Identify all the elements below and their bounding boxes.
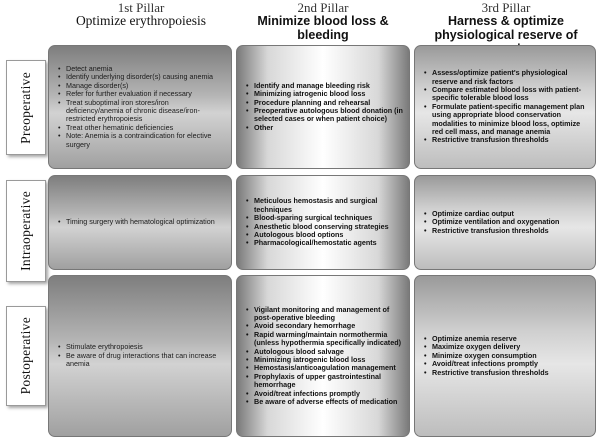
bullet-item: • Detect anemia xyxy=(66,65,226,73)
cell-intraoperative-pillar-1 xyxy=(48,175,232,270)
bullet-item: • Avoid/treat infections promptly xyxy=(432,360,549,368)
bullet-item: • Compare estimated blood loss with patient-specific tolerable blood loss xyxy=(432,86,590,103)
bullet-item: • Restrictive transfusion thresholds xyxy=(432,369,549,377)
bullet-item: • Timing surgery with hematological optimization xyxy=(66,218,215,226)
bullet-item: • Procedure planning and rehearsal xyxy=(254,99,404,107)
bullet-item: • Optimize cardiac output xyxy=(432,210,559,218)
bullet-item: • Vigilant monitoring and management of post-operative bleeding xyxy=(254,306,404,323)
bullet-item: • Preoperative autologous blood donation (in selected cases or when patient choice) xyxy=(254,107,404,124)
pillar-3-title: Harness & optimize physiological reserve of xyxy=(434,14,578,42)
row-label-intraoperative-text: Intraoperative xyxy=(18,191,33,271)
bullet-item: • Manage disorder(s) xyxy=(66,82,226,90)
cell-postoperative-pillar-1 xyxy=(48,275,232,437)
bullet-item: • Minimizing iatrogenic blood loss xyxy=(254,90,404,98)
bullet-list xyxy=(243,197,404,247)
bullet-item: • Assess/optimize patient's physiological reserve and risk factors xyxy=(432,69,590,86)
bullet-list xyxy=(421,335,549,377)
bullet-list xyxy=(55,343,226,368)
bullet-item: • Blood-sparing surgical techniques xyxy=(254,214,404,222)
bullet-item: • Autologous blood salvage xyxy=(254,348,404,356)
cell-preoperative-pillar-3 xyxy=(414,45,596,169)
row-label-postoperative-text: Postoperative xyxy=(18,317,33,395)
bullet-item: • Treat suboptimal iron stores/iron deficiency/anemia of chronic disease/iron-restricted erythropoiesis xyxy=(66,99,226,124)
bullet-item: • Restrictive transfusion thresholds xyxy=(432,227,559,235)
bullet-item: • Optimize ventilation and oxygenation xyxy=(432,218,559,226)
cell-preoperative-pillar-1 xyxy=(48,45,232,169)
bullet-list xyxy=(243,82,404,132)
bullet-list xyxy=(421,69,590,145)
pillar-3-number: 3rd Pillar xyxy=(481,0,531,15)
pillar-1-number: 1st Pillar xyxy=(117,0,165,15)
bullet-item: • Be aware of drug interactions that can increase anemia xyxy=(66,352,226,369)
cell-preoperative-pillar-2 xyxy=(236,45,410,169)
pillar-1-header xyxy=(50,1,232,28)
bullet-item: • Autologous blood options xyxy=(254,231,404,239)
bullet-item: • Pharmacological/hemostatic agents xyxy=(254,239,404,247)
bullet-item: • Maximize oxygen delivery xyxy=(432,343,549,351)
pillar-2-number: 2nd Pillar xyxy=(297,0,349,15)
bullet-item: • Anesthetic blood conserving strategies xyxy=(254,223,404,231)
row-label-postoperative xyxy=(6,306,46,406)
bullet-item: • Rapid warming/maintain normothermia (unless hypothermia specifically indicated) xyxy=(254,331,404,348)
bullet-item: • Minimizing iatrogenic blood loss xyxy=(254,356,404,364)
bullet-item: • Restrictive transfusion thresholds xyxy=(432,136,590,144)
bullet-item: • Avoid secondary hemorrhage xyxy=(254,322,404,330)
row-label-intraoperative xyxy=(6,180,46,282)
bullet-item: • Be aware of adverse effects of medication xyxy=(254,398,404,406)
bullet-item: • Other xyxy=(254,124,404,132)
cell-intraoperative-pillar-3 xyxy=(414,175,596,270)
bullet-item: • Minimize oxygen consumption xyxy=(432,352,549,360)
bullet-item: • Note: Anemia is a contraindication for elective surgery xyxy=(66,132,226,149)
cell-postoperative-pillar-2 xyxy=(236,275,410,437)
bullet-item: • Identify and manage bleeding risk xyxy=(254,82,404,90)
pillar-2-header xyxy=(236,1,410,42)
pillar-2-title: Minimize blood loss & bleeding xyxy=(257,14,389,42)
bullet-item: • Formulate patient-specific management plan using appropriate blood conservation modalities to minimize blood loss, optimize red cell mass, and manage anemia xyxy=(432,103,590,137)
bullet-item: • Optimize anemia reserve xyxy=(432,335,549,343)
bullet-list xyxy=(421,210,559,235)
bullet-item: • Treat other hematinic deficiencies xyxy=(66,124,226,132)
pillar-1-title: Optimize erythropoiesis xyxy=(75,13,207,28)
row-label-preoperative-text: Preoperative xyxy=(18,71,33,144)
cell-intraoperative-pillar-2 xyxy=(236,175,410,270)
row-label-preoperative xyxy=(6,60,46,155)
bullet-item: • Identify underlying disorder(s) causing anemia xyxy=(66,73,226,81)
bullet-list xyxy=(55,218,215,226)
cell-postoperative-pillar-3 xyxy=(414,275,596,437)
bullet-item: • Stimulate erythropoiesis xyxy=(66,343,226,351)
bullet-item: • Refer for further evaluation if necessary xyxy=(66,90,226,98)
bullet-item: • Avoid/treat infections promptly xyxy=(254,390,404,398)
bullet-item: • Hemostasis/anticoagulation management xyxy=(254,364,404,372)
bullet-list xyxy=(55,65,226,149)
bullet-list xyxy=(243,306,404,407)
bullet-item: • Prophylaxis of upper gastrointestinal hemorrhage xyxy=(254,373,404,390)
bullet-item: • Meticulous hemostasis and surgical techniques xyxy=(254,197,404,214)
